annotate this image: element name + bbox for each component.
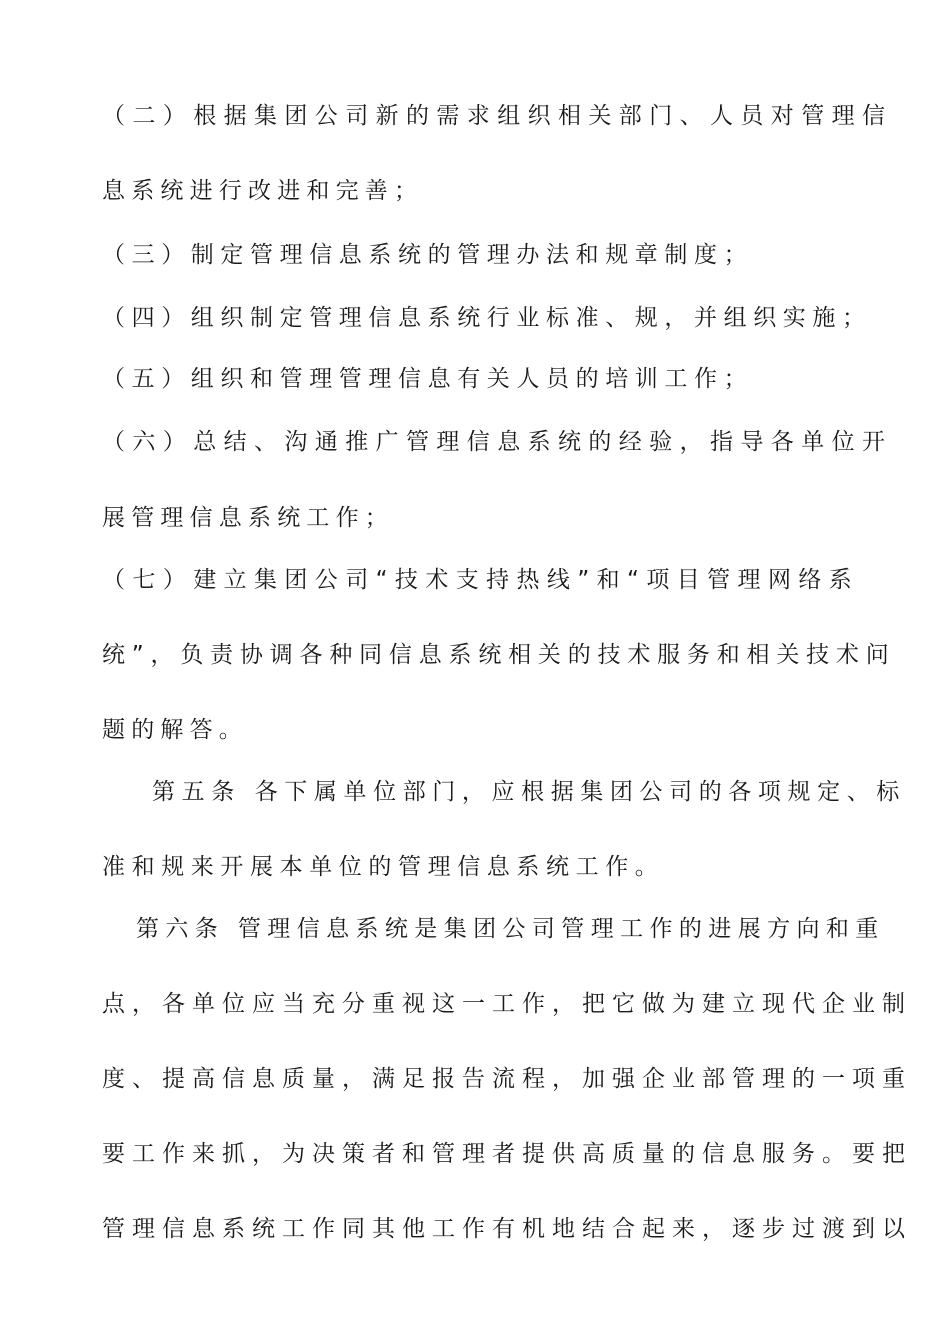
text-line: 度、提高信息质量，满足报告流程，加强企业部管理的一项重: [102, 1066, 912, 1092]
text-line: （四）组织制定管理信息系统行业标准、规，并组织实施；: [102, 305, 872, 331]
article-6-line: 第六条 管理信息系统是集团公司管理工作的进展方向和重: [136, 916, 885, 942]
text-line: 准和规来开展本单位的管理信息系统工作。: [102, 854, 665, 880]
text-line: （二）根据集团公司新的需求组织相关部门、人员对管理信: [102, 103, 893, 129]
text-line: 展管理信息系统工作；: [102, 505, 394, 531]
text-line: （三）制定管理信息系统的管理办法和规章制度；: [102, 242, 754, 268]
text-line: （七）建立集团公司“技术支持热线”和“项目管理网络系: [102, 567, 860, 593]
text-line: 点，各单位应当充分重视这一工作，把它做为建立现代企业制: [102, 991, 912, 1017]
text-line: 要工作来抓，为决策者和管理者提供高质量的信息服务。要把: [102, 1141, 912, 1167]
article-5-line: 第五条 各下属单位部门，应根据集团公司的各项规定、标: [152, 779, 906, 805]
text-line: 题的解答。: [102, 717, 248, 743]
text-line: 统”，负责协调各种同信息系统相关的技术服务和相关技术问: [102, 642, 896, 668]
text-line: 息系统进行改进和完善；: [102, 178, 424, 204]
text-line: （五）组织和管理管理信息有关人员的培训工作；: [102, 366, 754, 392]
text-line: （六）总结、沟通推广管理信息系统的经验，指导各单位开: [102, 429, 893, 455]
text-line: 管理信息系统工作同其他工作有机地结合起来，逐步过渡到以: [102, 1216, 912, 1242]
